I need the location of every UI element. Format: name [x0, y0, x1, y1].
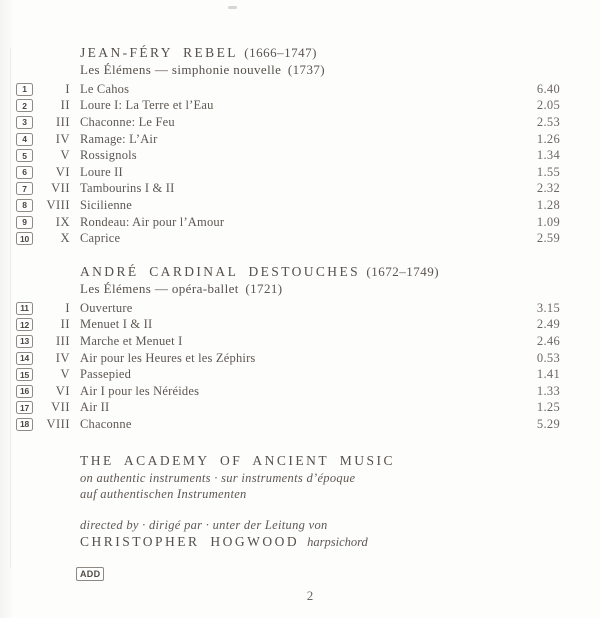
movement-numeral: I — [65, 300, 70, 315]
track-row — [16, 197, 560, 214]
track-duration: 2.46 — [536, 333, 560, 348]
movement-numeral: V — [60, 148, 70, 163]
track-row — [16, 383, 560, 400]
track-number-badge: 3 — [16, 116, 33, 129]
composer-dates: (1672–1749) — [366, 263, 440, 279]
work-title-text: Les Élémens — simphonie nouvelle — [80, 62, 282, 77]
instruments-note-de: auf authentischen Instrumenten — [80, 487, 247, 502]
track-title: Air pour les Heures et les Zéphirs — [80, 350, 256, 365]
composer-dates: (1666–1747) — [244, 45, 317, 60]
track-number-badge: 7 — [16, 182, 33, 195]
track-row — [16, 416, 560, 433]
track-title: Le Cahos — [80, 81, 130, 96]
director-name: CHRISTOPHER HOGWOOD — [80, 534, 300, 550]
movement-numeral: II — [60, 317, 70, 332]
movement-numeral: II — [60, 98, 70, 113]
track-row — [16, 131, 560, 148]
track-number-badge: 5 — [16, 149, 33, 162]
track-row — [16, 333, 560, 350]
movement-numeral: X — [60, 231, 70, 246]
track-duration: 2.59 — [536, 231, 560, 246]
work-title — [80, 61, 600, 78]
track-row — [16, 147, 560, 164]
track-number-badge: 2 — [16, 99, 33, 112]
work-section-destouches — [0, 263, 600, 433]
composer-name: JEAN-FÉRY REBEL — [80, 45, 238, 60]
composer-heading — [80, 263, 600, 280]
track-row — [16, 400, 560, 417]
movement-numeral: VIII — [46, 197, 70, 212]
track-title: Loure I: La Terre et l’Eau — [80, 98, 214, 113]
track-title: Sicilienne — [80, 197, 132, 212]
track-row — [16, 81, 560, 98]
movement-numeral: VI — [55, 164, 70, 179]
ensemble-name: THE ACADEMY OF ANCIENT MUSIC — [80, 452, 396, 468]
track-row — [16, 300, 560, 317]
track-row — [16, 98, 560, 115]
track-duration: 1.34 — [536, 148, 560, 163]
track-list-rebel — [0, 81, 600, 247]
track-number-badge: 8 — [16, 199, 33, 212]
track-number-badge: 9 — [16, 216, 33, 229]
movement-numeral: IV — [55, 131, 70, 146]
track-duration: 2.53 — [536, 114, 560, 129]
track-row — [16, 350, 560, 367]
track-duration: 2.05 — [536, 98, 560, 113]
work-year: (1721) — [245, 280, 283, 296]
movement-numeral: I — [65, 81, 70, 96]
track-title: Loure II — [80, 164, 123, 179]
track-row — [16, 366, 560, 383]
track-duration: 3.15 — [536, 300, 560, 315]
track-title: Tambourins I & II — [80, 181, 175, 196]
scan-artifact — [228, 6, 237, 9]
track-title: Air I pour les Néréides — [80, 383, 200, 398]
track-duration: 1.09 — [536, 214, 560, 229]
credits-block — [80, 452, 600, 552]
spars-code-badge: ADD — [76, 567, 104, 581]
track-title: Ramage: L’Air — [80, 131, 158, 146]
movement-numeral: VII — [51, 400, 70, 415]
movement-numeral: VII — [51, 181, 70, 196]
composer-heading — [80, 44, 600, 61]
track-number-badge: 18 — [16, 418, 33, 431]
page-content — [0, 44, 600, 582]
track-title: Ouverture — [80, 300, 133, 315]
track-number-badge: 12 — [16, 318, 33, 331]
movement-numeral: VI — [55, 383, 70, 398]
instruments-note-en-fr: on authentic instruments · sur instruments d’époque — [80, 470, 356, 485]
track-title: Passepied — [80, 367, 132, 382]
movement-numeral: III — [56, 114, 70, 129]
track-duration: 1.55 — [536, 164, 560, 179]
movement-numeral: VIII — [46, 416, 70, 431]
track-title: Rossignols — [80, 148, 137, 163]
work-year: (1737) — [287, 62, 325, 77]
track-duration: 0.53 — [536, 350, 560, 365]
track-number-badge: 6 — [16, 166, 33, 179]
movement-numeral: IX — [55, 214, 70, 229]
track-row — [16, 230, 560, 247]
track-row — [16, 181, 560, 198]
track-duration: 2.49 — [536, 317, 560, 332]
track-title: Chaconne — [80, 416, 132, 431]
track-duration: 1.41 — [536, 367, 560, 382]
track-row — [16, 317, 560, 334]
track-duration: 1.25 — [536, 400, 560, 415]
track-row — [16, 164, 560, 181]
track-duration: 6.40 — [536, 81, 560, 96]
track-number-badge: 17 — [16, 401, 33, 414]
track-number-badge: 1 — [16, 83, 33, 96]
track-title: Menuet I & II — [80, 317, 153, 332]
track-list-destouches — [0, 300, 600, 433]
track-number-badge: 4 — [16, 133, 33, 146]
track-title: Chaconne: Le Feu — [80, 114, 175, 129]
track-duration: 1.28 — [536, 197, 560, 212]
track-title: Caprice — [80, 231, 121, 246]
director-line — [80, 533, 600, 551]
track-row — [16, 214, 560, 231]
work-title — [80, 280, 600, 297]
page-number: 2 — [306, 588, 314, 603]
track-row — [16, 114, 560, 131]
track-number-badge: 11 — [16, 302, 33, 315]
track-number-badge: 16 — [16, 385, 33, 398]
track-title: Marche et Menuet I — [80, 333, 183, 348]
track-duration: 1.26 — [536, 131, 560, 146]
track-number-badge: 15 — [16, 368, 33, 381]
track-number-badge: 13 — [16, 335, 33, 348]
track-duration: 2.32 — [536, 181, 560, 196]
track-duration: 5.29 — [536, 416, 560, 431]
work-title-text: Les Élémens — opéra-ballet — [80, 280, 239, 296]
composer-name: ANDRÉ CARDINAL DESTOUCHES — [80, 263, 361, 279]
track-title: Rondeau: Air pour l’Amour — [80, 214, 225, 229]
track-title: Air II — [80, 400, 110, 415]
director-instrument: harpsichord — [307, 535, 368, 550]
track-number-badge: 10 — [16, 232, 33, 245]
work-section-rebel — [0, 44, 600, 247]
track-number-badge: 14 — [16, 352, 33, 365]
track-duration: 1.33 — [536, 383, 560, 398]
directed-by-note: directed by · dirigé par · unter der Leitung von — [80, 517, 328, 532]
movement-numeral: III — [56, 333, 70, 348]
movement-numeral: V — [60, 367, 70, 382]
movement-numeral: IV — [55, 350, 70, 365]
